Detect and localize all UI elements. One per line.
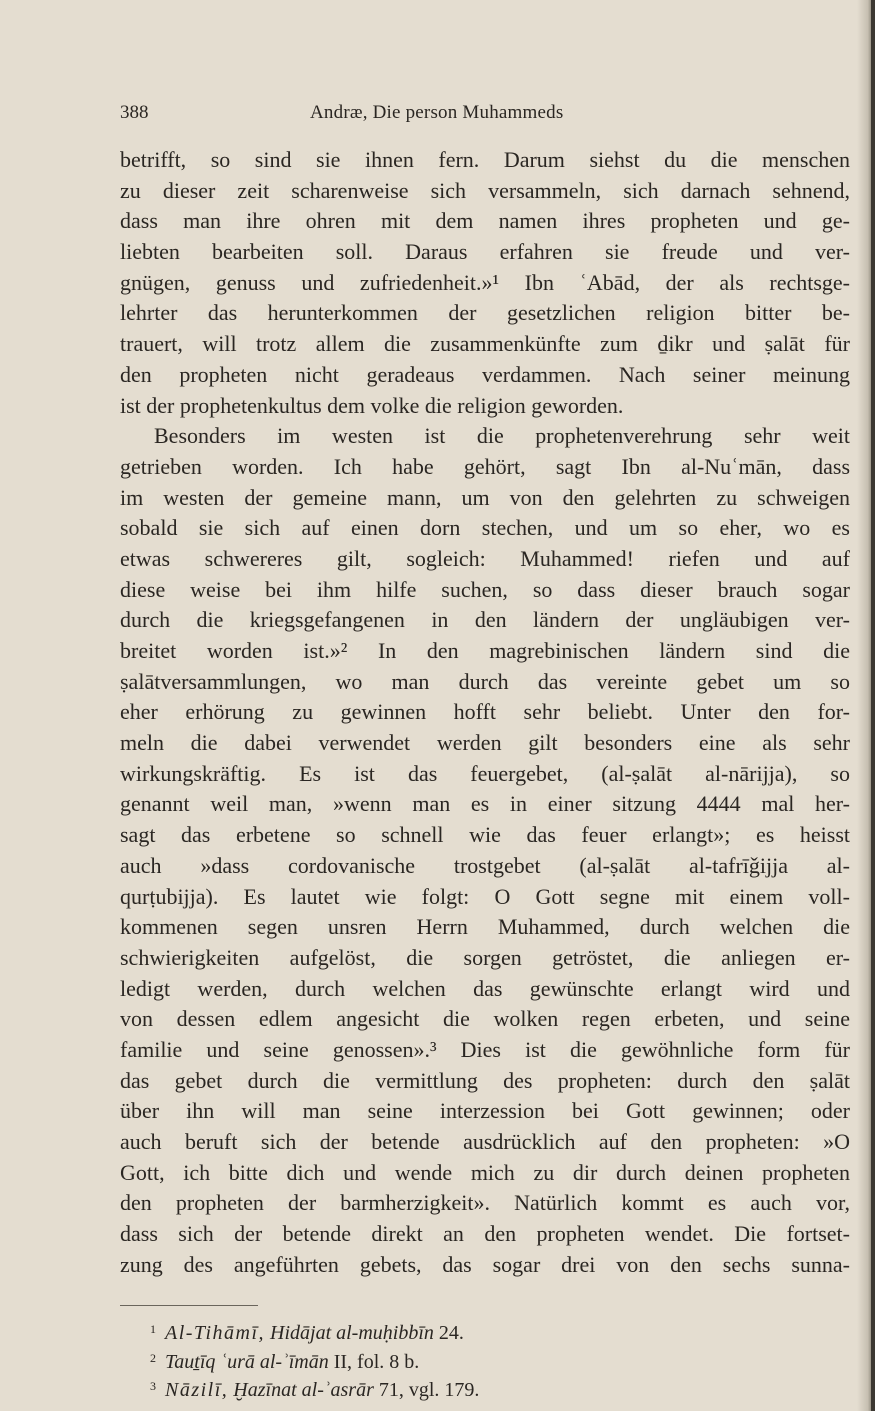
text-line: zung des angeführten gebets, das sogar drei von den sechs sunna- bbox=[120, 1251, 850, 1277]
text-line: gnügen, genuss und zufriedenheit.»¹ Ibn ʿAbād, der als rechtsge- bbox=[120, 269, 850, 295]
body-text bbox=[120, 145, 850, 1280]
footnote-ref: II, fol. 8 b. bbox=[333, 1350, 420, 1373]
text-line: auch »dass cordovanische trostgebet (al-ṣalāt al-tafrīǧijja al- bbox=[120, 852, 850, 878]
running-title: Andræ, Die person Muhammeds bbox=[310, 102, 564, 123]
text-line: das gebet durch die vermittlung des propheten: durch den ṣalāt bbox=[120, 1067, 850, 1093]
text-line: den propheten nicht geradeaus verdammen. Nach seiner meinung bbox=[120, 361, 850, 387]
text-line: von dessen edlem angesicht die wolken regen erbeten, und seine bbox=[120, 1006, 850, 1032]
footnote-ref: 24. bbox=[438, 1322, 464, 1344]
footnote-ref: 71, vgl. 179. bbox=[378, 1379, 480, 1401]
footnote-mark: 3 bbox=[150, 1379, 156, 1393]
text-line: auch beruft sich der betende ausdrücklich auf den propheten: »O bbox=[120, 1129, 850, 1154]
text-line: sagt das erbetene so schnell wie das feuer erlangt»; es heisst bbox=[120, 822, 850, 848]
text-line: betrifft, so sind sie ihnen fern. Darum siehst du die menschen bbox=[120, 147, 850, 172]
text-line: dass sich der betende direkt an den propheten wendet. Die fortset- bbox=[120, 1221, 850, 1247]
page-number: 388 bbox=[120, 102, 149, 123]
text-line: kommenen segen unsren Herrn Muhammed, durch welchen die bbox=[120, 914, 850, 940]
text-line: durch die kriegsgefangenen in den ländern der ungläubigen ver- bbox=[120, 607, 850, 633]
footnote-author: Tauṯīq bbox=[165, 1350, 216, 1373]
footnote-author: Al-Tihāmī, bbox=[165, 1322, 266, 1344]
footnote-author: Nāzilī, bbox=[165, 1379, 229, 1401]
footnote-work: ʿurā al-ʾīmān bbox=[220, 1350, 329, 1373]
text-line: genannt weil man, »wenn man es in einer sitzung 4444 mal her- bbox=[120, 791, 850, 817]
text-line: familie und seine genossen».³ Dies ist die gewöhnliche form für bbox=[120, 1036, 850, 1062]
text-line: wirkungskräftig. Es ist das feuergebet, (al-ṣalāt al-nārijja), so bbox=[120, 760, 850, 786]
text-line: Besonders im westen ist die prophetenverehrung sehr weit bbox=[154, 423, 850, 449]
text-line: meln die dabei verwendet werden gilt besonders eine als sehr bbox=[120, 730, 850, 756]
text-line: qurṭubijja). Es lautet wie folgt: O Gott segne mit einem voll- bbox=[120, 883, 850, 909]
footnote-mark: 1 bbox=[150, 1322, 156, 1336]
text-line: schwierigkeiten aufgelöst, die sorgen getröstet, die anliegen er- bbox=[120, 944, 850, 970]
text-line: etwas schwereres gilt, sogleich: Muhammed! riefen und auf bbox=[120, 545, 850, 571]
text-line: diese weise bei ihm hilfe suchen, so dass dieser brauch sogar bbox=[120, 576, 850, 602]
running-header bbox=[120, 98, 850, 128]
footnote-work: Ḫazīnat al-ʾasrār bbox=[233, 1379, 374, 1401]
text-line: ist der prophetenkultus dem volke die religion geworden. bbox=[120, 392, 624, 418]
text-line: ṣalātversammlungen, wo man durch das vereinte gebet um so bbox=[120, 668, 850, 694]
footnote bbox=[150, 1346, 850, 1375]
page-edge bbox=[871, 0, 875, 1411]
text-line: lehrter das herunterkommen der gesetzlichen religion bitter be- bbox=[120, 300, 850, 326]
text-line: getrieben worden. Ich habe gehört, sagt Ibn al-Nuʿmān, dass bbox=[120, 453, 850, 479]
footnote-rule bbox=[120, 1305, 258, 1306]
text-line: ledigt werden, durch welchen das gewünschte erlangt wird und bbox=[120, 975, 850, 1001]
footnote bbox=[150, 1317, 850, 1346]
text-line: eher erhörung zu gewinnen hofft sehr beliebt. Unter den for- bbox=[120, 699, 850, 725]
footnote-work: Hidājat al-muḥibbīn bbox=[270, 1322, 434, 1344]
text-line: über ihn will man seine interzession bei Gott gewinnen; oder bbox=[120, 1098, 850, 1124]
text-line: den propheten der barmherzigkeit». Natürlich kommt es auch vor, bbox=[120, 1190, 850, 1216]
text-line: trauert, will trotz allem die zusammenkünfte zum ḏikr und ṣalāt für bbox=[120, 331, 850, 357]
text-line: dass man ihre ohren mit dem namen ihres propheten und ge- bbox=[120, 208, 850, 234]
text-line: sobald sie sich auf einen dorn stechen, und um so eher, wo es bbox=[120, 515, 850, 541]
footnotes bbox=[150, 1317, 850, 1403]
text-line: im westen der gemeine mann, um von den gelehrten zu schweigen bbox=[120, 484, 850, 510]
footnote bbox=[150, 1374, 850, 1403]
text-line: zu dieser zeit scharenweise sich versammeln, sich darnach sehnend, bbox=[120, 177, 850, 203]
text-line: breitet worden ist.»² In den magrebinischen ländern sind die bbox=[120, 638, 850, 663]
text-line: Gott, ich bitte dich und wende mich zu dir durch deinen propheten bbox=[120, 1159, 850, 1185]
text-line: liebten bearbeiten soll. Daraus erfahren sie freude und ver- bbox=[120, 239, 850, 265]
footnote-mark: 2 bbox=[150, 1350, 156, 1365]
